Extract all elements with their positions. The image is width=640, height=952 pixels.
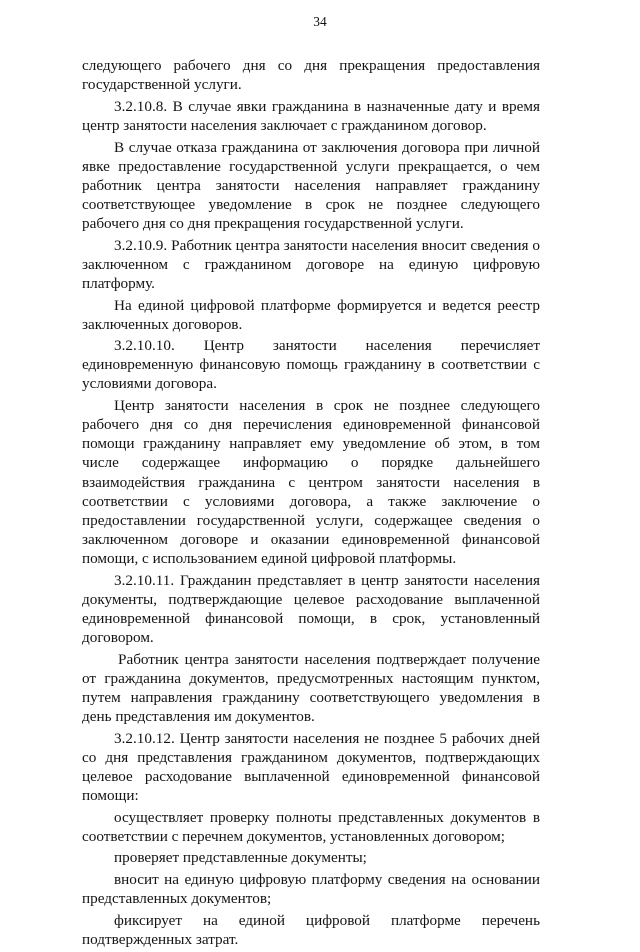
paragraph-notification: Центр занятости населения в срок не позднее следующего рабочего дня со дня перечисления единовременной финансовой помощи гражданину направляет ему уведомление об этом, в том числе содержащее информацию о порядке дальнейшего взаимодействия гражданина с центром занятости населения в соответствии с условиями договора, а также заключение о предоставлении государственной услуги, содержащее сведения о заключенном договоре и оказании единовременной финансовой помощи, с использованием единой цифровой платформы. bbox=[82, 397, 540, 567]
paragraph-confirmation: Работник центра занятости населения подтверждает получение от гражданина документов, предусмотренных настоящим пунктом, путем направления гражданину соответствующего уведомления в день представления им документов. bbox=[82, 650, 540, 725]
list-item-check-completeness: осуществляет проверку полноты представленных документов в соответствии с перечнем документов, установленных договором; bbox=[82, 808, 540, 845]
paragraph-3-2-10-10: 3.2.10.10. Центр занятости населения перечисляет единовременную финансовую помощь гражданину в соответствии с условиями договора. bbox=[82, 337, 540, 393]
paragraph-refusal: В случае отказа гражданина от заключения договора при личной явке предоставление государственной услуги прекращается, о чем работник центра занятости населения направляет гражданину соответствующее уведомление в срок не позднее следующего рабочего дня со дня прекращения государственной услуги. bbox=[82, 138, 540, 232]
paragraph-3-2-10-12: 3.2.10.12. Центр занятости населения не позднее 5 рабочих дней со дня представления гражданином документов, подтверждающих целевое расходование выплаченной единовременной финансовой помощи: bbox=[82, 729, 540, 804]
paragraph-3-2-10-8: 3.2.10.8. В случае явки гражданина в назначенные дату и время центр занятости населения заключает с гражданином договор. bbox=[82, 97, 540, 134]
paragraph-3-2-10-9: 3.2.10.9. Работник центра занятости населения вносит сведения о заключенном с гражданином договоре на единую цифровую платформу. bbox=[82, 236, 540, 292]
paragraph-continuation: следующего рабочего дня со дня прекращения предоставления государственной услуги. bbox=[82, 57, 540, 94]
paragraph-registry: На единой цифровой платформе формируется и ведется реестр заключенных договоров. bbox=[82, 296, 540, 333]
document-body bbox=[82, 56, 540, 952]
list-item-verify-documents: проверяет представленные документы; bbox=[114, 849, 367, 867]
list-item-record-expenses: фиксирует на единой цифровой платформе перечень подтвержденных затрат. bbox=[82, 911, 540, 948]
list-item-enter-information: вносит на единую цифровую платформу сведения на основании представленных документов; bbox=[82, 870, 540, 908]
paragraph-3-2-10-11: 3.2.10.11. Гражданин представляет в центр занятости населения документы, подтверждающие целевое расходование выплаченной единовременной финансовой помощи, в срок, установленный договором. bbox=[82, 571, 540, 646]
page-number: 34 bbox=[313, 14, 327, 29]
